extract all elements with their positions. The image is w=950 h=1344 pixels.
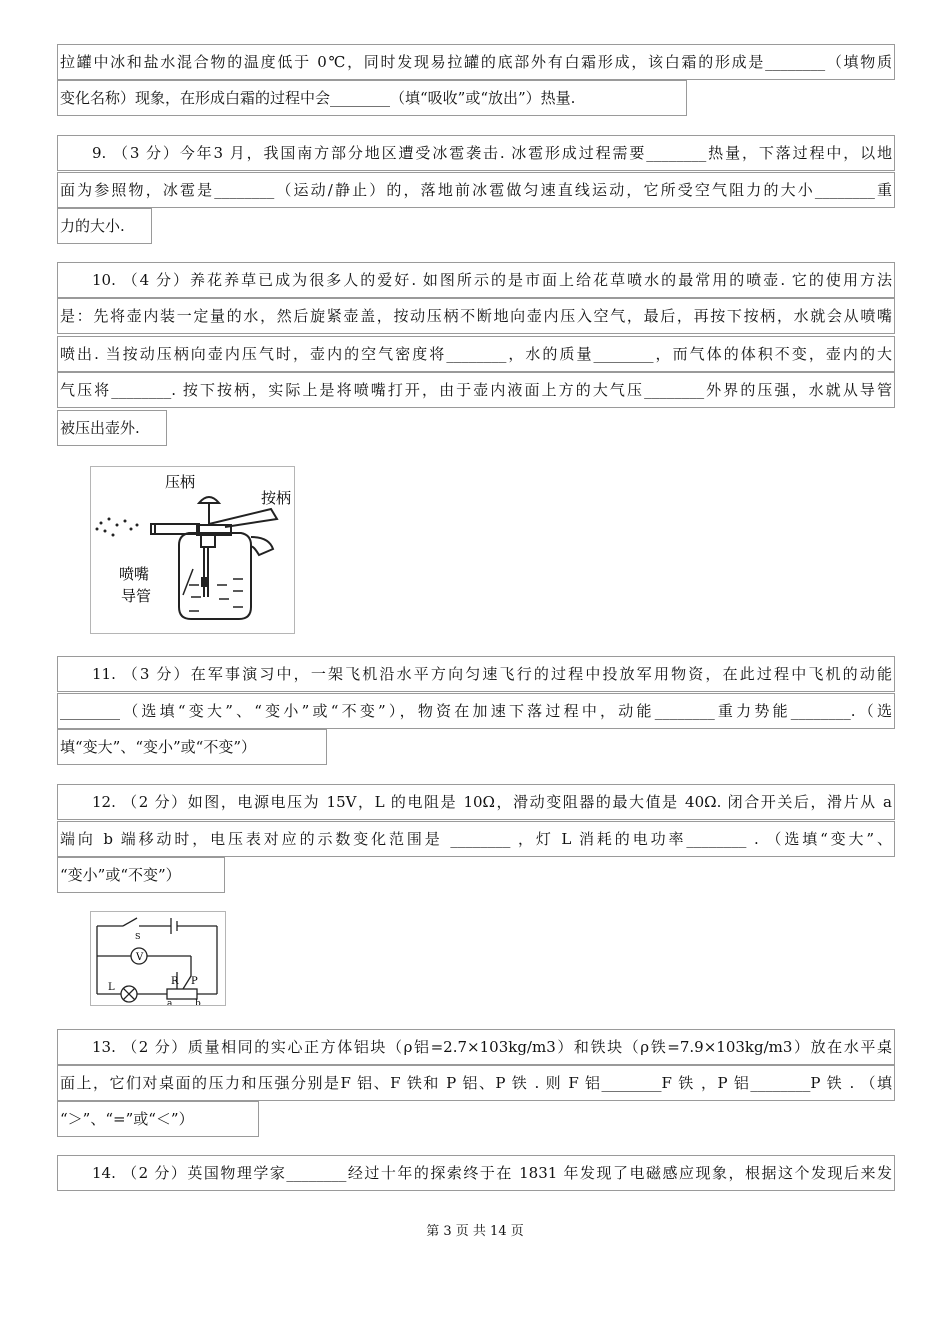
text-line: 端向 b 端移动时，电压表对应的示数变化范围是 ________ ，灯 L 消耗的电功率________ . （选填“变大”、 <box>57 821 895 857</box>
press-lever-label: 压柄 <box>165 473 196 491</box>
text-line: 喷出. 当按动压柄向壶内压气时，壶内的空气密度将________，水的质量________，而气体的体积不变，壶内的大 <box>57 336 895 372</box>
voltmeter-label: V <box>136 952 144 963</box>
circuit-figure <box>90 911 226 1006</box>
text-line: 被压出壶外. <box>57 410 167 446</box>
tube-label: 导管 <box>121 587 152 605</box>
circuit-diagram <box>91 912 225 1005</box>
nozzle-label: 喷嘴 <box>119 565 150 583</box>
text-line: 是：先将壶内装一定量的水，然后旋紧壶盖，按动压柄不断地向壶内压入空气，最后，再按下按柄，水就会从喷嘴 <box>57 298 895 334</box>
question-10-line: 10. （4 分）养花养草已成为很多人的爱好. 如图所示的是市面上给花草喷水的最常用的喷壶. 它的使用方法 <box>57 262 895 298</box>
question-12-line: 12. （2 分）如图，电源电压为 15V，L 的电阻是 10Ω，滑动变阻器的最大值是 40Ω. 闭合开关后，滑片从 a <box>57 784 895 820</box>
lamp-label: L <box>108 982 115 993</box>
end-a-label: a <box>167 999 173 1005</box>
text-line: 拉罐中冰和盐水混合物的温度低于 0℃，同时发现易拉罐的底部外有白霜形成，该白霜的形成是________（填物质 <box>57 44 895 80</box>
page-footer: 第 3 页 共 14 页 <box>426 1224 524 1239</box>
text-line: ________（选填“变大”、“变小”或“不变”），物资在加速下落过程中，动能________重力势能________.（选 <box>57 693 895 729</box>
end-b-label: b <box>195 999 201 1005</box>
switch-label: S <box>135 932 141 941</box>
push-handle-label: 按柄 <box>261 489 292 507</box>
text-line: 力的大小. <box>57 208 152 244</box>
text-line: “＞”、“=”或“＜”） <box>57 1101 259 1137</box>
text-line: 气压将________. 按下按柄，实际上是将喷嘴打开，由于壶内液面上方的大气压________外界的压强，水就从导管 <box>57 372 895 408</box>
text-line: “变小”或“不变”） <box>57 857 225 893</box>
question-9-line: 9. （3 分）今年3 月，我国南方部分地区遭受冰雹袭击. 冰雹形成过程需要________热量，下落过程中，以地 <box>57 135 895 171</box>
text-line: 变化名称）现象，在形成白霜的过程中会________（填“吸收”或“放出”）热量. <box>57 80 687 116</box>
text-line: 面为参照物，冰雹是________（运动/静止）的，落地前冰雹做匀速直线运动，它所受空气阻力的大小________重 <box>57 172 895 208</box>
spray-can-diagram <box>91 467 294 633</box>
question-13-line: 13. （2 分）质量相同的实心正方体铝块（ρ铝=2.7×103kg/m3）和铁块（ρ铁=7.9×103kg/m3）放在水平桌 <box>57 1029 895 1065</box>
question-11-line: 11. （3 分）在军事演习中，一架飞机沿水平方向匀速飞行的过程中投放军用物资，在此过程中飞机的动能 <box>57 656 895 692</box>
spray-can-figure <box>90 466 295 634</box>
rheostat-label: R <box>171 976 179 987</box>
text-line: 面上，它们对桌面的压力和压强分别是F 铝、F 铁和 P 铝、P 铁 . 则 F 铝________F 铁 ，P 铝________P 铁 . （填 <box>57 1065 895 1101</box>
question-14-line: 14. （2 分）英国物理学家________经过十年的探索终于在 1831 年发现了电磁感应现象，根据这个发现后来发 <box>57 1155 895 1191</box>
text-line: 填“变大”、“变小”或“不变”） <box>57 729 327 765</box>
slider-label: P <box>191 976 198 987</box>
